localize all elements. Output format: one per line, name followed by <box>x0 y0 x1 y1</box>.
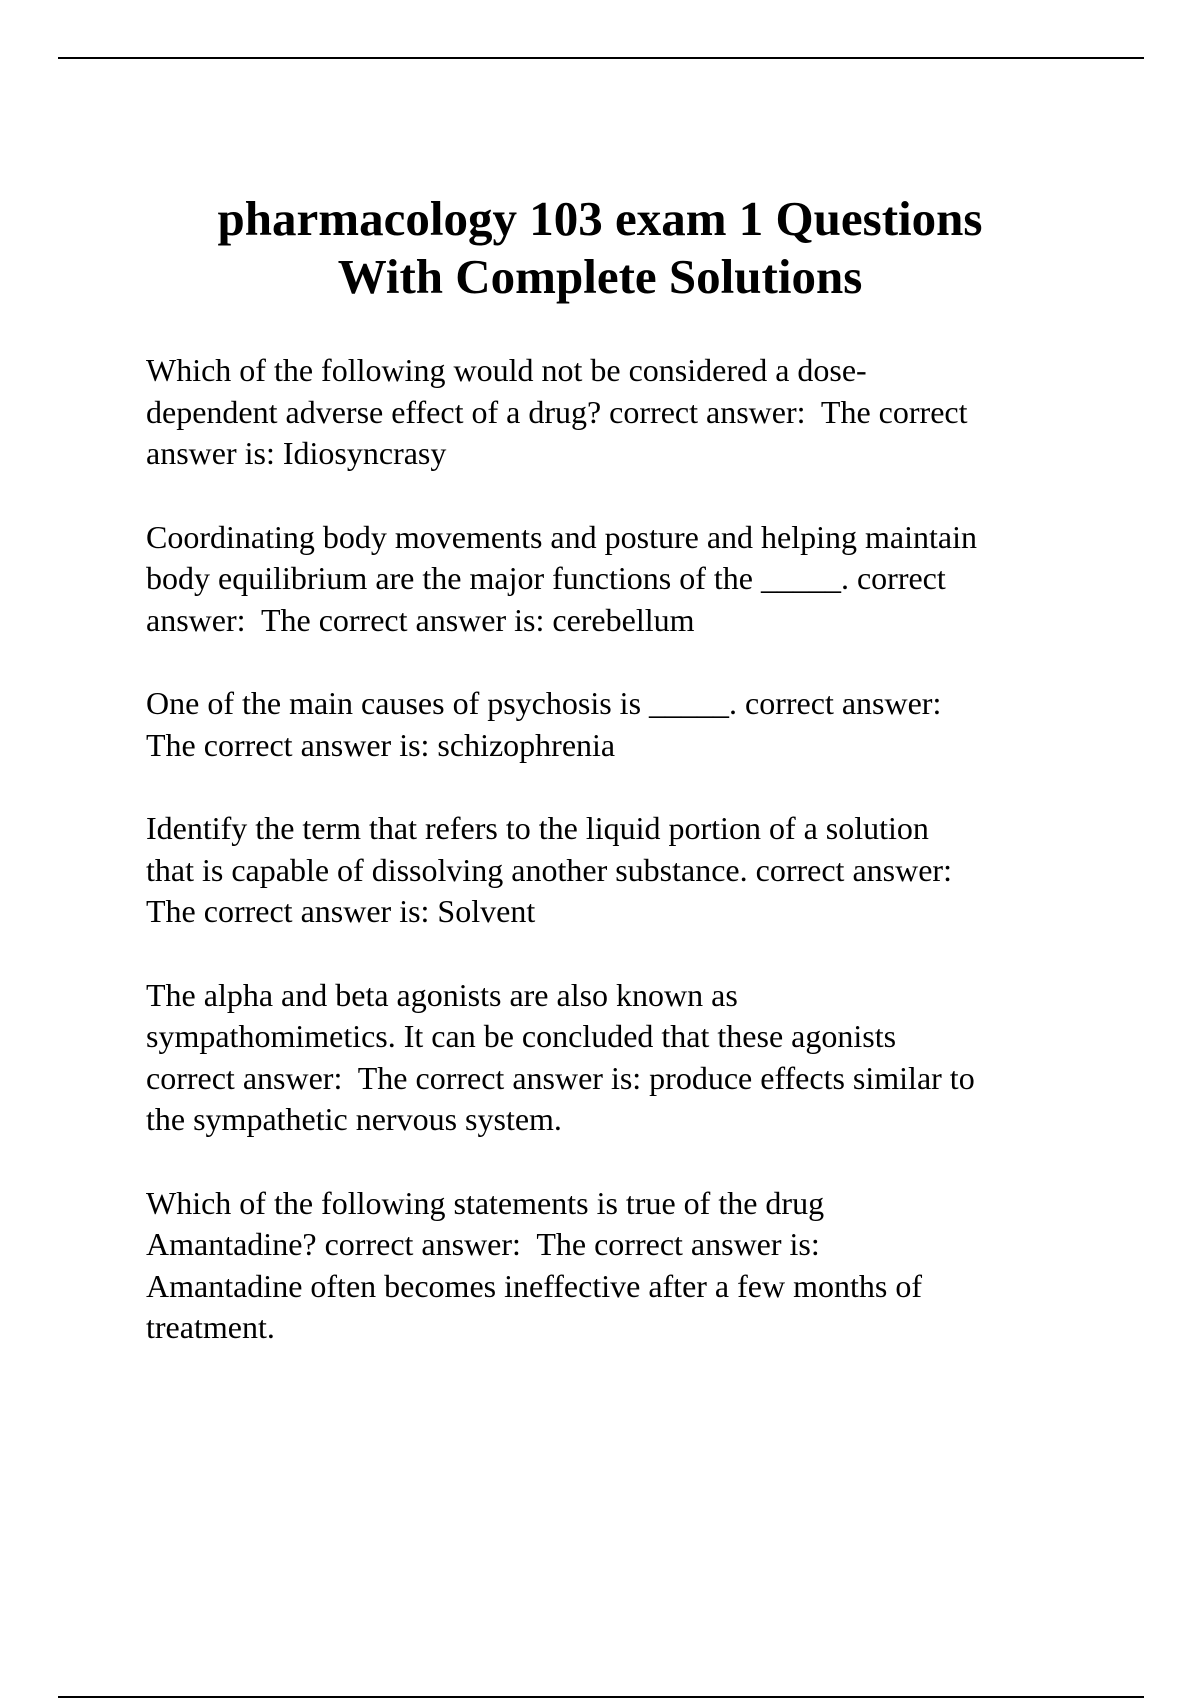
question-line: Which of the following would not be considered a dose- <box>146 352 867 388</box>
question-item <box>146 1183 1106 1349</box>
question-item <box>146 350 1106 475</box>
question-line: Which of the following statements is true of the drug <box>146 1184 825 1221</box>
question-line: Coordinating body movements and posture and helping maintain <box>146 518 977 555</box>
question-line: correct answer: The correct answer is: produce effects similar to <box>146 1059 975 1096</box>
question-line: treatment. <box>146 1309 275 1345</box>
question-line: The alpha and beta agonists are also known as <box>146 976 738 1013</box>
bottom-rule <box>58 1696 1144 1698</box>
title-line: pharmacology 103 exam 1 Questions <box>217 191 983 246</box>
question-line: One of the main causes of psychosis is _____. correct answer: <box>146 685 942 721</box>
question-line: The correct answer is: schizophrenia <box>146 726 616 763</box>
question-line: answer is: Idiosyncrasy <box>146 435 447 471</box>
question-item <box>146 683 1106 766</box>
question-list <box>146 350 1106 1391</box>
question-item <box>146 975 1106 1141</box>
question-item <box>146 808 1106 933</box>
question-line: Amantadine? correct answer: The correct answer is: <box>146 1226 820 1262</box>
question-line: sympathomimetics. It can be concluded that these agonists <box>146 1018 897 1054</box>
title-line: With Complete Solutions <box>337 249 863 304</box>
question-line: The correct answer is: Solvent <box>146 893 536 929</box>
question-item <box>146 517 1106 642</box>
question-line: body equilibrium are the major functions of the _____. correct <box>146 560 946 596</box>
question-line: Identify the term that refers to the liquid portion of a solution <box>146 810 929 846</box>
question-line: answer: The correct answer is: cerebellum <box>146 601 695 638</box>
question-line: Amantadine often becomes ineffective after a few months of <box>146 1267 922 1304</box>
question-line: dependent adverse effect of a drug? correct answer: The correct <box>146 393 968 430</box>
question-line: the sympathetic nervous system. <box>146 1101 562 1137</box>
top-rule <box>58 57 1144 59</box>
question-line: that is capable of dissolving another substance. correct answer: <box>146 851 952 888</box>
page-title <box>100 190 1100 306</box>
